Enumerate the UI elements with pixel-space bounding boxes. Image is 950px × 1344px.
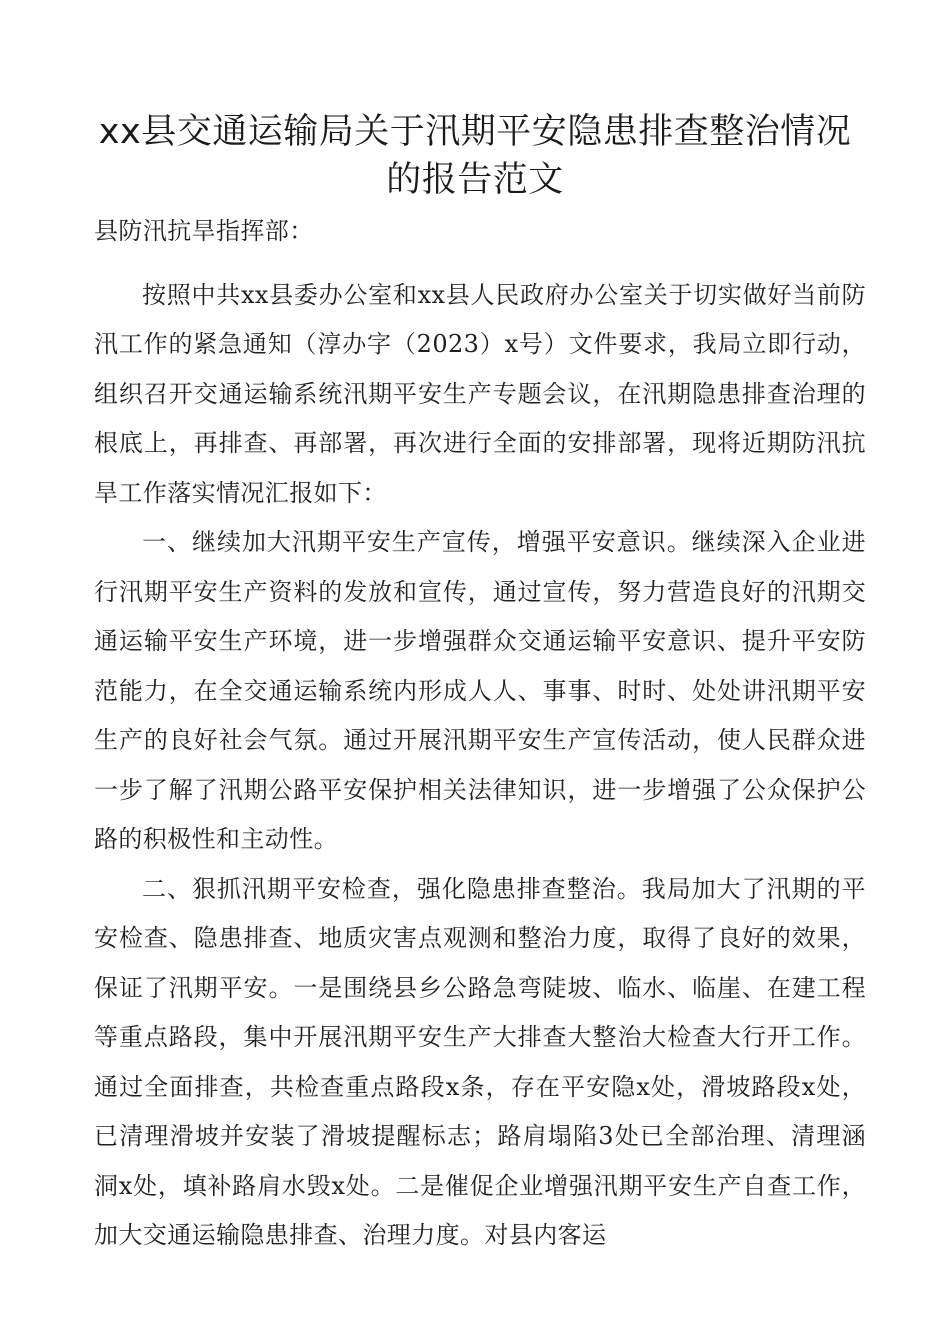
- document-body: [94, 207, 866, 1261]
- title-line-1: xx县交通运输局关于汛期平安隐患排查整治情况: [98, 112, 852, 152]
- salutation: 县防汛抗旱指挥部：: [94, 217, 314, 245]
- document-title: [60, 108, 890, 204]
- title-line-2: 的报告范文: [386, 160, 564, 200]
- paragraph-section-2: 二、狠抓汛期平安检查，强化隐患排查整治。我局加大了汛期的平安检查、隐患排查、地质灾害点观测和整治力度，取得了良好的效果，保证了汛期平安。一是围绕县乡公路急弯陡坡、临水、临崖、在建工程等重点路段，集中开展汛期平安生产大排查大整治大检查大行开工作。通过全面排查，共检查重点路段x条，存在平安隐x处，滑坡路段x处，已清理滑坡并安装了滑坡提醒标志；路肩塌陷3处已全部治理、清理涵洞x处，填补路肩水毁x处。二是催促企业增强汛期平安生产自查工作，加大交通运输隐患排查、治理力度。对县内客运: [94, 874, 866, 1249]
- paragraph-intro: 按照中共xx县委办公室和xx县人民政府办公室关于切实做好当前防汛工作的紧急通知（淳办字（2023）x号）文件要求，我局立即行动，组织召开交通运输系统汛期平安生产专题会议，在汛期隐患排查治理的根底上，再排查、再部署，再次进行全面的安排部署，现将近期防汛抗旱工作落实情况汇报如下：: [94, 280, 866, 507]
- paragraph-section-1: 一、继续加大汛期平安生产宣传，增强平安意识。继续深入企业进行汛期平安生产资料的发放和宣传，通过宣传，努力营造良好的汛期交通运输平安生产环境，进一步增强群众交通运输平安意识、提升平安防范能力，在全交通运输系统内形成人人、事事、时时、处处讲汛期平安生产的良好社会气氛。通过开展汛期平安生产宣传活动，使人民群众进一步了解了汛期公路平安保护相关法律知识，进一步增强了公众保护公路的积极性和主动性。: [94, 528, 866, 853]
